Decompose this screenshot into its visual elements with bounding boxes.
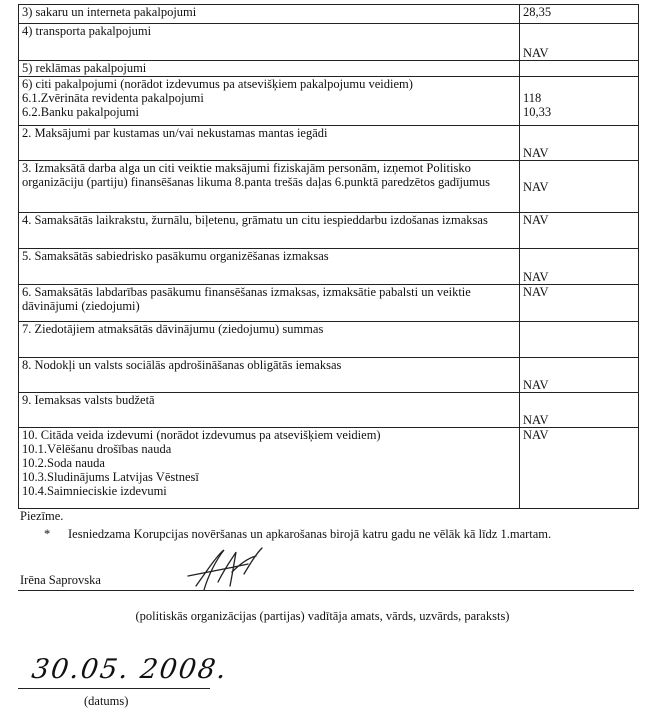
row-value xyxy=(520,358,639,393)
row-label xyxy=(19,322,520,358)
row-value xyxy=(520,393,639,428)
row-value xyxy=(520,213,639,249)
row-value xyxy=(520,428,639,509)
row-value-line: NAV xyxy=(523,179,549,194)
table-row xyxy=(19,161,639,213)
row-value xyxy=(520,77,639,126)
row-label-line: 3) sakaru un interneta pakalpojumi xyxy=(22,5,197,19)
row-value-line xyxy=(523,61,635,75)
row-value-line: 118 xyxy=(523,91,542,105)
row-label xyxy=(19,161,520,213)
date-caption: (datums) xyxy=(84,694,129,708)
row-value xyxy=(520,5,639,24)
row-label-line: 6) citi pakalpojumi (norādot izdevumus pa atsevišķiem pakalpojumu veidiem) xyxy=(22,77,413,91)
row-value-line: NAV xyxy=(523,213,549,227)
row-label-line: 10.2.Soda nauda xyxy=(22,456,105,470)
row-value xyxy=(520,249,639,285)
row-value-line: NAV xyxy=(523,428,549,442)
row-label xyxy=(19,77,520,126)
row-label-line: 10.1.Vēlēšanu drošības nauda xyxy=(22,442,172,456)
expenses-table xyxy=(18,4,639,509)
note-title: Piezīme. xyxy=(20,509,64,523)
row-label xyxy=(19,61,520,77)
row-label xyxy=(19,249,520,285)
row-label-line: 6. Samaksātās labdarības pasākumu finansēšanas izmaksas, izmaksātie pabalsti un veiktie dāvinājumi (ziedojumi) xyxy=(22,285,471,313)
row-label-line: 5) reklāmas pakalpojumi xyxy=(22,61,147,75)
row-value xyxy=(520,322,639,358)
row-label-line: 10. Citāda veida izdevumi (norādot izdevumus pa atsevišķiem veidiem) xyxy=(22,428,381,442)
note-text xyxy=(44,527,551,542)
handwritten-signature xyxy=(178,546,268,594)
row-value-line: NAV xyxy=(523,378,549,392)
signatory-name: Irēna Saprovska xyxy=(20,573,101,587)
row-value-line: NAV xyxy=(523,146,549,160)
row-value-line: NAV xyxy=(523,270,549,284)
row-value-line: 28,35 xyxy=(523,5,552,19)
row-label xyxy=(19,393,520,428)
handwritten-date: 30.05. 2008. xyxy=(29,654,230,685)
row-label-line: 6.1.Zvērināta revidenta pakalpojumi xyxy=(22,91,204,105)
row-value-line: 10,33 xyxy=(523,105,552,119)
row-value-line: NAV xyxy=(523,285,549,299)
row-label xyxy=(19,285,520,322)
table-row xyxy=(19,61,639,77)
row-label xyxy=(19,428,520,509)
note-body: Iesniedzama Korupcijas novēršanas un apkarošanas birojā katru gadu ne vēlāk kā līdz 1.martam. xyxy=(68,527,552,541)
row-label-line: 2. Maksājumi par kustamas un/vai nekustamas mantas iegādi xyxy=(22,126,328,140)
row-value xyxy=(520,285,639,322)
table-row xyxy=(19,24,639,61)
row-label-line: 4) transporta pakalpojumi xyxy=(22,24,152,38)
signature-caption: (politiskās organizācijas (partijas) vadītāja amats, vārds, uzvārds, paraksts) xyxy=(135,609,510,623)
table-row xyxy=(19,77,639,126)
row-label xyxy=(19,5,520,24)
table-row xyxy=(19,213,639,249)
row-value xyxy=(520,24,639,61)
row-label-line: 7. Ziedotājiem atmaksātās dāvinājumu (ziedojumu) summas xyxy=(22,322,324,336)
row-label-line: 8. Nodokļi un valsts sociālās apdrošināšanas obligātās iemaksas xyxy=(22,358,342,372)
row-label-line: 5. Samaksātās sabiedrisko pasākumu organizēšanas izmaksas xyxy=(22,249,329,263)
row-value xyxy=(520,61,639,77)
row-value-line: NAV xyxy=(523,46,549,60)
row-value-line xyxy=(523,77,635,91)
row-label xyxy=(19,213,520,249)
row-label-line: 3. Izmaksātā darba alga un citi veiktie maksājumi fiziskajām personām, izņemot Politisko organizāciju (partiju) finansēšanas likuma 8.panta trešās daļas 6.punktā paredzētos gadījumus xyxy=(22,161,491,189)
note-star: * xyxy=(44,527,51,541)
table-row xyxy=(19,285,639,322)
row-label-line: 10.3.Sludinājums Latvijas Vēstnesī xyxy=(22,470,199,484)
row-label xyxy=(19,358,520,393)
row-value-line: NAV xyxy=(523,413,549,427)
signature-line xyxy=(18,590,634,591)
row-value xyxy=(520,161,639,213)
table-row xyxy=(19,5,639,24)
table-row xyxy=(19,126,639,161)
table-row xyxy=(19,428,639,509)
table-row xyxy=(19,322,639,358)
row-value-line xyxy=(523,322,635,336)
row-label xyxy=(19,126,520,161)
row-label-line: 10.4.Saimnieciskie izdevumi xyxy=(22,484,167,498)
table-row xyxy=(19,358,639,393)
row-label-line: 6.2.Banku pakalpojumi xyxy=(22,105,139,119)
row-value xyxy=(520,126,639,161)
row-label-line: 4. Samaksātās laikrakstu, žurnālu, biļetenu, grāmatu un citu iespieddarbu izdošanas izmaksas xyxy=(22,213,488,227)
table-row xyxy=(19,393,639,428)
table-row xyxy=(19,249,639,285)
date-line xyxy=(18,688,210,689)
row-label-line: 9. Iemaksas valsts budžetā xyxy=(22,393,155,407)
row-label xyxy=(19,24,520,61)
